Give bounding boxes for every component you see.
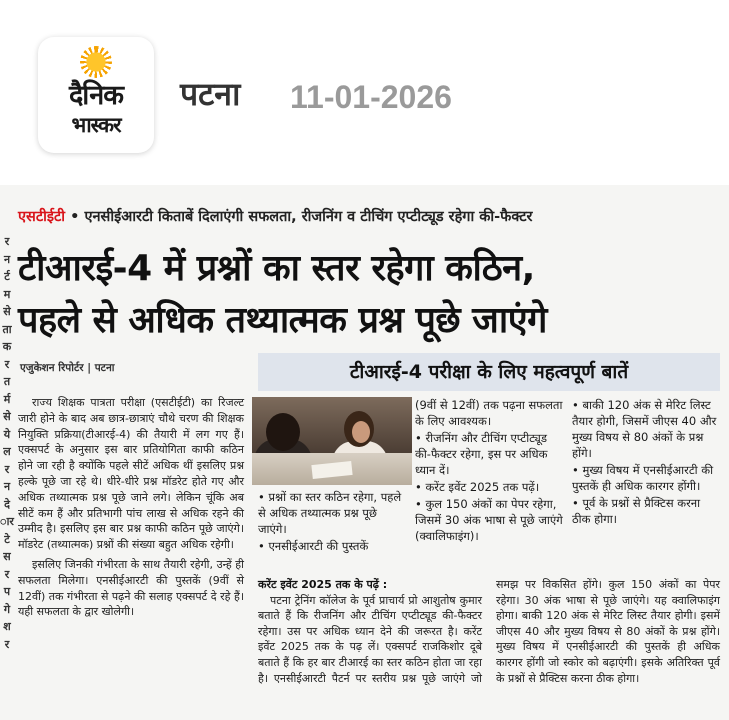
strip-fragment: स [3, 550, 11, 563]
infobox-points-col3 [572, 397, 718, 528]
infobox-points-col2 [415, 397, 563, 545]
strip-fragment: ल [3, 445, 11, 458]
strip-fragment: र्ट [4, 270, 10, 283]
body-subheading: करेंट इवेंट 2025 तक के पढ़ें : [258, 578, 388, 591]
strip-fragment: र [4, 567, 10, 581]
logo-text-line1: दैनिक [68, 80, 124, 111]
strip-fragment: ता [2, 322, 12, 336]
strip-fragment: ार [0, 515, 14, 528]
strip-fragment: क [2, 340, 12, 353]
strip-fragment: दे [4, 497, 10, 511]
strip-fragment: से [3, 410, 11, 423]
body-paragraph-1: राज्य शिक्षक पात्रता परीक्षा (एसटीईटी) का रिजल्ट जारी होने के बाद अब छात्र-छात्राएं चौथे चरण की शिक्षक नियुक्ति प्रक्रिया(टीआरई-4) की तैयारी में लग गए हैं। एक्सपर्ट के अनुसार इस बार प्रतियोगिता काफी कठिन होने जा रही है क्योंकि पहले सीटें अधिक थीं इसलिए प्रश्न हल्के पूछे जा रहे थे। धीरे-धीरे प्रश्न मॉडरेट होते गए और अधिक तथ्यात्मक प्रश्न पूछे जाने लगे। लेकिन चूंकि अब सीटें कम हैं और प्रतिभागी पांच लाख से अधिक रहने की उम्मीद है। इसलिए इस बार प्रश्न काफी कठिन पूछे जाएंगे। मॉडरेट (तथ्यात्मक) प्रश्नों की संख्या बहुत अधिक रहेगी। [18, 396, 244, 552]
dainik-bhaskar-logo[interactable] [38, 37, 154, 153]
strip-fragment: र [4, 235, 10, 248]
strip-fragment: से [3, 305, 11, 318]
article-body-bottom [258, 577, 720, 717]
body-paragraph-3: पटना ट्रेनिंग कॉलेज के पूर्व प्राचार्य प्रो आशुतोष कुमार बताते हैं कि रीजनिंग और टीचिंग एप्टीट्यूड की-फैक्टर रहेगा। उस पर अधिक ध्यान देने की जरूरत है। करेंट इवेंट 2025 तक के पढ़ लें। एक्सपर्ट राजकिशोर दूबे बताते हैं कि हर बार टीआरई का स्तर कठिन होता जा रहा है। एनसीईआरटी पैटर्न पर स्तरीय प्रश्न पूछे जाएंगे जो समझ पर विकसित होंगे। कुल 150 अंकों का पेपर रहेगा। 30 अंक भाषा से पूछे जाएंगे। यह क्वालिफाइंग होगा। बाकी 120 अंक से मेरिट लिस्ट तैयार होगी। इसमें जीएस 40 और मुख्य विषय से 80 अंकों के प्रश्न होंगे। मुख्य विषय में एनसीईआरटी की पुस्तकें ही अधिक कारगर होंगी जो स्कोर को बढ़ाएंगी। इसके अतिरिक्त पूर्व के प्रश्नों से प्रैक्टिस करना ठीक होगा। [258, 578, 720, 685]
strip-fragment: र्म [3, 392, 11, 406]
kicker-tag: एसटीईटी [18, 209, 66, 225]
infobox-points-col1 [258, 489, 408, 555]
article-kicker [18, 205, 533, 229]
kicker-text: • एनसीईआरटी किताबें दिलाएंगी सफलता, रीजनिंग व टीचिंग एप्टीट्यूड रहेगा की-फैक्टर [70, 209, 533, 225]
strip-fragment: न [3, 480, 11, 493]
article-headline [18, 243, 547, 347]
headline-line2: पहले से अधिक तथ्यात्मक प्रश्न पूछे जाएंगे [18, 300, 547, 341]
adjacent-column-fragment [0, 233, 14, 713]
students-exam-photo [252, 397, 412, 485]
infobox-point: • करेंट इवेंट 2025 तक पढ़ें। [415, 480, 540, 494]
app-header [0, 0, 729, 185]
epaper-article-clip [0, 185, 729, 720]
infobox-point: • मुख्य विषय में एनसीईआरटी की पुस्तकें ही अधिक कारगर होंगी। [572, 463, 714, 493]
strip-fragment: न [3, 252, 11, 266]
infobox-point: • रीजनिंग और टीचिंग एप्टीट्यूड की-फैक्टर रहेगा, इस पर अधिक ध्यान दें। [415, 431, 548, 477]
strip-fragment: ये [3, 427, 11, 441]
strip-fragment: प [3, 585, 11, 598]
infobox-point: • पूर्व के प्रश्नों से प्रैक्टिस करना ठीक होगा। [572, 496, 701, 526]
edition-date[interactable]: 11-01-2026 [290, 79, 452, 115]
infobox-title: टीआरई-4 परीक्षा के लिए महत्वपूर्ण बातें [258, 353, 720, 391]
strip-fragment: र [4, 357, 10, 371]
infobox-point: • बाकी 120 अंक से मेरिट लिस्ट तैयार होगी, जिसमें जीएस 40 और मुख्य विषय से 80 अंकों के प्रश्न होंगे। [572, 398, 717, 460]
article-byline: एजुकेशन रिपोर्टर | पटना [20, 362, 115, 374]
headline-line1: टीआरई-4 में प्रश्नों का स्तर रहेगा कठिन, [18, 248, 535, 289]
body-paragraph-2: इसलिए जिनकी गंभीरता के साथ तैयारी रहेगी, उन्हें ही सफलता मिलेगा। एनसीईआरटी की पुस्तकें (9वीं से 12वीं) तक गंभीरता से पढ़ने की सलाह एक्सपर्ट दे रहे हैं। यही सफलता के द्वार खोलेगी। [18, 557, 244, 619]
article-body-left [18, 391, 244, 620]
infobox-point: • प्रश्नों का स्तर कठिन रहेगा, पहले से अधिक तथ्यात्मक प्रश्न पूछे जाएंगे। [258, 490, 402, 536]
edition-city[interactable]: पटना [180, 75, 241, 113]
sun-icon [80, 46, 112, 78]
strip-fragment: म [3, 287, 11, 301]
strip-fragment: गे [3, 602, 11, 616]
strip-fragment: त [3, 375, 11, 388]
strip-fragment: र [4, 462, 10, 476]
strip-fragment: श [3, 620, 11, 633]
infobox-point: • एनसीईआरटी की पुस्तकें [258, 539, 369, 553]
strip-fragment: टे [4, 532, 10, 546]
strip-fragment: र [4, 637, 10, 651]
infobox-point: (9वीं से 12वीं) तक पढ़ना सफलता के लिए आवश्यक। [415, 398, 563, 428]
infobox-point: • कुल 150 अंकों का पेपर रहेगा, जिसमें 30 अंक भाषा से पूछे जाएंगे (क्वालिफाइंग)। [415, 497, 563, 543]
logo-text-line2: भास्कर [71, 113, 121, 137]
